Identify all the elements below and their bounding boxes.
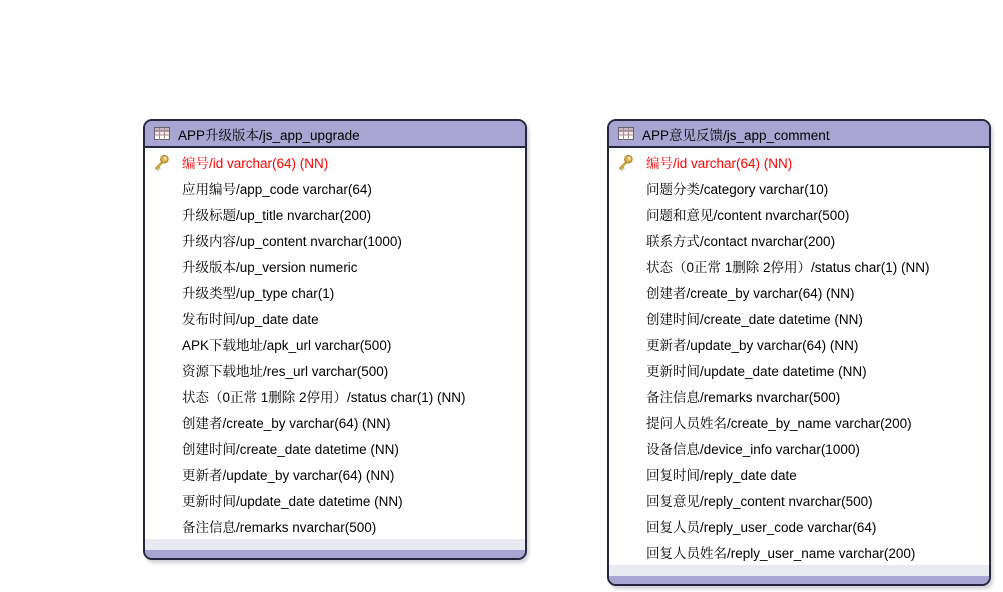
- table-row[interactable]: [609, 253, 989, 279]
- footer-light-strip: [145, 539, 525, 550]
- column-definition: 更新时间/update_date datetime (NN): [182, 494, 403, 509]
- table-row[interactable]: [145, 383, 525, 409]
- entity-table-js-app-upgrade[interactable]: [143, 119, 527, 560]
- table-row[interactable]: [609, 305, 989, 331]
- primary-key-icon: [609, 258, 646, 275]
- primary-key-icon: [145, 362, 182, 379]
- column-definition: 发布时间/up_date date: [182, 312, 319, 327]
- footer-purple-strip: [145, 550, 525, 558]
- column-definition: 升级内容/up_content nvarchar(1000): [182, 234, 402, 249]
- table-header[interactable]: [145, 121, 525, 148]
- column-definition: 创建者/create_by varchar(64) (NN): [182, 416, 391, 431]
- table-column-list: [145, 148, 525, 539]
- table-row[interactable]: [609, 227, 989, 253]
- table-row[interactable]: [145, 331, 525, 357]
- column-definition: 升级版本/up_version numeric: [182, 260, 358, 275]
- primary-key-icon: [609, 232, 646, 249]
- table-row[interactable]: [145, 461, 525, 487]
- table-row[interactable]: [145, 487, 525, 513]
- column-definition: 资源下载地址/res_url varchar(500): [182, 364, 389, 379]
- column-definition: 创建时间/create_date datetime (NN): [646, 312, 863, 327]
- column-definition: 编号/id varchar(64) (NN): [182, 156, 329, 171]
- primary-key-icon: [145, 414, 182, 431]
- footer-purple-strip: [609, 576, 989, 584]
- primary-key-icon: [145, 466, 182, 483]
- primary-key-icon: [609, 466, 646, 483]
- primary-key-icon: [145, 206, 182, 223]
- primary-key-icon: [609, 154, 646, 171]
- table-row[interactable]: [609, 357, 989, 383]
- primary-key-icon: [145, 310, 182, 327]
- table-footer: [145, 539, 525, 558]
- footer-light-strip: [609, 565, 989, 576]
- primary-key-icon: [145, 284, 182, 301]
- table-row[interactable]: [145, 513, 525, 539]
- column-definition: 状态（0正常 1删除 2停用）/status char(1) (NN): [646, 260, 930, 275]
- column-definition: 状态（0正常 1删除 2停用）/status char(1) (NN): [182, 390, 466, 405]
- primary-key-icon: [609, 440, 646, 457]
- primary-key-icon: [145, 232, 182, 249]
- primary-key-icon: [145, 154, 182, 171]
- column-definition: 问题和意见/content nvarchar(500): [646, 208, 850, 223]
- primary-key-icon: [609, 414, 646, 431]
- table-row[interactable]: [609, 175, 989, 201]
- column-definition: 备注信息/remarks nvarchar(500): [182, 520, 377, 535]
- column-definition: 联系方式/contact nvarchar(200): [646, 234, 836, 249]
- table-row[interactable]: [145, 175, 525, 201]
- column-definition: 更新者/update_by varchar(64) (NN): [646, 338, 859, 353]
- column-definition: APK下载地址/apk_url varchar(500): [182, 338, 392, 353]
- table-row[interactable]: [145, 305, 525, 331]
- primary-key-icon: [609, 362, 646, 379]
- column-definition: 提问人员姓名/create_by_name varchar(200): [646, 416, 912, 431]
- primary-key-icon: [609, 336, 646, 353]
- entity-table-js-app-comment[interactable]: [607, 119, 991, 586]
- table-row[interactable]: [609, 149, 989, 175]
- table-header[interactable]: [609, 121, 989, 148]
- column-definition: 问题分类/category varchar(10): [646, 182, 829, 197]
- table-column-list: [609, 148, 989, 565]
- table-row[interactable]: [145, 227, 525, 253]
- table-row[interactable]: [609, 487, 989, 513]
- table-row[interactable]: [609, 539, 989, 565]
- table-row[interactable]: [609, 331, 989, 357]
- column-definition: 编号/id varchar(64) (NN): [646, 156, 793, 171]
- table-title: APP升级版本/js_app_upgrade: [178, 127, 360, 143]
- column-definition: 设备信息/device_info varchar(1000): [646, 442, 860, 457]
- primary-key-icon: [609, 492, 646, 509]
- primary-key-icon: [609, 206, 646, 223]
- column-definition: 升级类型/up_type char(1): [182, 286, 335, 301]
- table-row[interactable]: [609, 513, 989, 539]
- column-definition: 回复人员/reply_user_code varchar(64): [646, 520, 877, 535]
- primary-key-icon: [609, 518, 646, 535]
- table-title: APP意见反馈/js_app_comment: [642, 127, 830, 143]
- primary-key-icon: [609, 310, 646, 327]
- primary-key-icon: [609, 180, 646, 197]
- table-row[interactable]: [145, 149, 525, 175]
- table-icon: [154, 127, 170, 140]
- table-row[interactable]: [145, 253, 525, 279]
- table-row[interactable]: [145, 201, 525, 227]
- primary-key-icon: [145, 518, 182, 535]
- primary-key-icon: [609, 388, 646, 405]
- primary-key-icon: [145, 388, 182, 405]
- table-footer: [609, 565, 989, 584]
- table-row[interactable]: [609, 279, 989, 305]
- primary-key-icon: [145, 180, 182, 197]
- table-row[interactable]: [145, 435, 525, 461]
- primary-key-icon: [145, 440, 182, 457]
- column-definition: 升级标题/up_title nvarchar(200): [182, 208, 372, 223]
- primary-key-icon: [609, 284, 646, 301]
- table-row[interactable]: [609, 201, 989, 227]
- column-definition: 回复意见/reply_content nvarchar(500): [646, 494, 873, 509]
- column-definition: 备注信息/remarks nvarchar(500): [646, 390, 841, 405]
- column-definition: 更新者/update_by varchar(64) (NN): [182, 468, 395, 483]
- primary-key-icon: [609, 544, 646, 561]
- table-icon: [618, 127, 634, 140]
- column-definition: 创建时间/create_date datetime (NN): [182, 442, 399, 457]
- table-row[interactable]: [609, 383, 989, 409]
- table-row[interactable]: [145, 357, 525, 383]
- column-definition: 回复时间/reply_date date: [646, 468, 797, 483]
- column-definition: 应用编号/app_code varchar(64): [182, 182, 372, 197]
- primary-key-icon: [145, 336, 182, 353]
- column-definition: 创建者/create_by varchar(64) (NN): [646, 286, 855, 301]
- column-definition: 更新时间/update_date datetime (NN): [646, 364, 867, 379]
- primary-key-icon: [145, 258, 182, 275]
- table-row[interactable]: [609, 409, 989, 435]
- table-row[interactable]: [145, 409, 525, 435]
- primary-key-icon: [145, 492, 182, 509]
- table-row[interactable]: [609, 461, 989, 487]
- table-row[interactable]: [145, 279, 525, 305]
- column-definition: 回复人员姓名/reply_user_name varchar(200): [646, 546, 916, 561]
- table-row[interactable]: [609, 435, 989, 461]
